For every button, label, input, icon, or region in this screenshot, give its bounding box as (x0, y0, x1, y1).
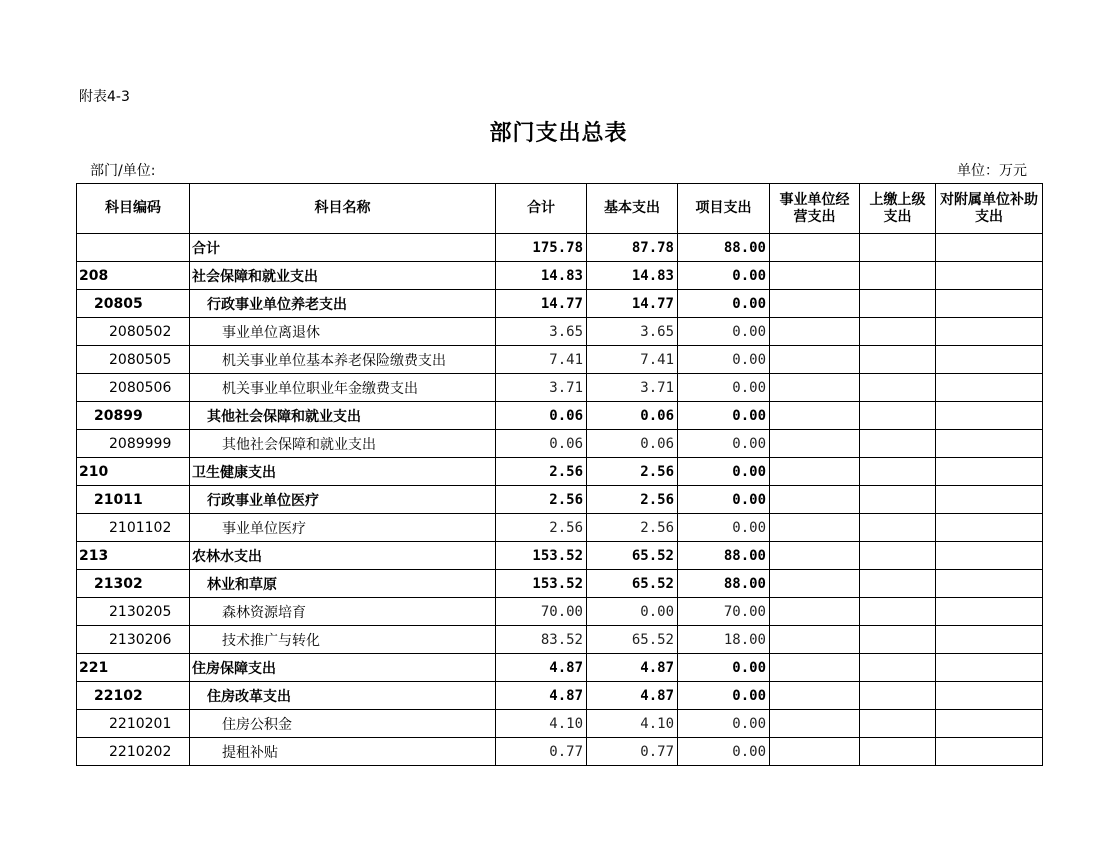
unit-label: 单位：万元 (957, 163, 1027, 179)
cell-total: 83.52 (496, 626, 587, 654)
cell-total: 14.77 (496, 290, 587, 318)
cell-code: 21302 (77, 570, 190, 598)
header-code: 科目编码 (77, 184, 190, 234)
cell-basic: 2.56 (587, 486, 678, 514)
cell-project: 88.00 (678, 234, 770, 262)
table-row (77, 570, 1043, 598)
cell-upper (860, 654, 936, 682)
cell-upper (860, 514, 936, 542)
cell-code: 2080506 (77, 374, 190, 402)
table-row (77, 598, 1043, 626)
cell-upper (860, 458, 936, 486)
cell-project: 0.00 (678, 318, 770, 346)
cell-basic: 2.56 (587, 514, 678, 542)
cell-subsidy (936, 654, 1043, 682)
cell-subsidy (936, 318, 1043, 346)
cell-basic: 4.87 (587, 654, 678, 682)
cell-project: 0.00 (678, 458, 770, 486)
cell-subsidy (936, 738, 1043, 766)
cell-basic: 3.65 (587, 318, 678, 346)
cell-total: 0.77 (496, 738, 587, 766)
cell-basic: 65.52 (587, 626, 678, 654)
cell-business (770, 738, 860, 766)
cell-basic: 0.06 (587, 430, 678, 458)
cell-project: 0.00 (678, 654, 770, 682)
cell-project: 0.00 (678, 682, 770, 710)
cell-code: 208 (77, 262, 190, 290)
cell-subsidy (936, 374, 1043, 402)
page-title: 部门支出总表 (489, 121, 628, 146)
table-row (77, 346, 1043, 374)
cell-subsidy (936, 262, 1043, 290)
cell-upper (860, 234, 936, 262)
cell-upper (860, 374, 936, 402)
table-row (77, 318, 1043, 346)
header-name: 科目名称 (190, 184, 496, 234)
cell-name: 技术推广与转化 (190, 626, 496, 654)
cell-project: 70.00 (678, 598, 770, 626)
cell-subsidy (936, 346, 1043, 374)
cell-basic: 65.52 (587, 542, 678, 570)
cell-basic: 7.41 (587, 346, 678, 374)
cell-business (770, 318, 860, 346)
cell-upper (860, 570, 936, 598)
cell-project: 88.00 (678, 542, 770, 570)
table-row (77, 486, 1043, 514)
cell-business (770, 710, 860, 738)
cell-subsidy (936, 570, 1043, 598)
table-row (77, 654, 1043, 682)
cell-code: 213 (77, 542, 190, 570)
cell-basic: 14.77 (587, 290, 678, 318)
header-business: 事业单位经营支出 (770, 184, 860, 234)
cell-project: 88.00 (678, 570, 770, 598)
cell-subsidy (936, 402, 1043, 430)
cell-business (770, 290, 860, 318)
cell-business (770, 262, 860, 290)
cell-total: 4.10 (496, 710, 587, 738)
cell-total: 4.87 (496, 654, 587, 682)
cell-name: 事业单位医疗 (190, 514, 496, 542)
cell-subsidy (936, 290, 1043, 318)
table-row (77, 290, 1043, 318)
cell-total: 7.41 (496, 346, 587, 374)
cell-name: 林业和草原 (190, 570, 496, 598)
cell-code: 22102 (77, 682, 190, 710)
cell-project: 0.00 (678, 346, 770, 374)
table-row (77, 458, 1043, 486)
cell-code (77, 234, 190, 262)
cell-basic: 4.10 (587, 710, 678, 738)
cell-name: 其他社会保障和就业支出 (190, 402, 496, 430)
cell-project: 0.00 (678, 374, 770, 402)
header-total: 合计 (496, 184, 587, 234)
cell-business (770, 402, 860, 430)
cell-name: 行政事业单位医疗 (190, 486, 496, 514)
cell-project: 0.00 (678, 486, 770, 514)
table-row (77, 374, 1043, 402)
cell-business (770, 514, 860, 542)
header-upper: 上缴上级支出 (860, 184, 936, 234)
table-row (77, 262, 1043, 290)
cell-upper (860, 542, 936, 570)
cell-basic: 87.78 (587, 234, 678, 262)
cell-business (770, 346, 860, 374)
cell-code: 2210202 (77, 738, 190, 766)
cell-subsidy (936, 234, 1043, 262)
cell-name: 事业单位离退休 (190, 318, 496, 346)
department-label: 部门/单位: (90, 163, 156, 179)
cell-subsidy (936, 514, 1043, 542)
table-row (77, 402, 1043, 430)
cell-code: 20805 (77, 290, 190, 318)
cell-business (770, 682, 860, 710)
cell-name: 住房保障支出 (190, 654, 496, 682)
header-subsidy: 对附属单位补助支出 (936, 184, 1043, 234)
cell-basic: 14.83 (587, 262, 678, 290)
cell-code: 2101102 (77, 514, 190, 542)
cell-subsidy (936, 710, 1043, 738)
cell-business (770, 486, 860, 514)
cell-total: 3.71 (496, 374, 587, 402)
cell-project: 0.00 (678, 430, 770, 458)
cell-name: 社会保障和就业支出 (190, 262, 496, 290)
cell-basic: 0.77 (587, 738, 678, 766)
cell-name: 森林资源培育 (190, 598, 496, 626)
cell-upper (860, 318, 936, 346)
cell-name: 机关事业单位职业年金缴费支出 (190, 374, 496, 402)
cell-code: 2089999 (77, 430, 190, 458)
cell-upper (860, 710, 936, 738)
table-body (77, 234, 1043, 766)
cell-total: 4.87 (496, 682, 587, 710)
cell-business (770, 430, 860, 458)
cell-project: 0.00 (678, 710, 770, 738)
cell-name: 行政事业单位养老支出 (190, 290, 496, 318)
cell-project: 0.00 (678, 514, 770, 542)
table-row (77, 738, 1043, 766)
cell-subsidy (936, 542, 1043, 570)
header-project: 项目支出 (678, 184, 770, 234)
table-row (77, 710, 1043, 738)
cell-project: 0.00 (678, 738, 770, 766)
cell-name: 机关事业单位基本养老保险缴费支出 (190, 346, 496, 374)
cell-total: 153.52 (496, 570, 587, 598)
expenditure-table (76, 183, 1043, 766)
cell-basic: 4.87 (587, 682, 678, 710)
cell-code: 221 (77, 654, 190, 682)
cell-basic: 2.56 (587, 458, 678, 486)
table-row (77, 542, 1043, 570)
cell-code: 2130206 (77, 626, 190, 654)
cell-name: 提租补贴 (190, 738, 496, 766)
cell-upper (860, 430, 936, 458)
cell-business (770, 542, 860, 570)
cell-name: 合计 (190, 234, 496, 262)
table-row (77, 234, 1043, 262)
table-header (77, 184, 1043, 234)
cell-total: 175.78 (496, 234, 587, 262)
cell-project: 0.00 (678, 290, 770, 318)
cell-name: 卫生健康支出 (190, 458, 496, 486)
cell-code: 2210201 (77, 710, 190, 738)
cell-name: 农林水支出 (190, 542, 496, 570)
cell-total: 14.83 (496, 262, 587, 290)
cell-upper (860, 290, 936, 318)
cell-subsidy (936, 626, 1043, 654)
cell-upper (860, 598, 936, 626)
cell-code: 2080505 (77, 346, 190, 374)
cell-total: 0.06 (496, 430, 587, 458)
cell-subsidy (936, 430, 1043, 458)
cell-code: 20899 (77, 402, 190, 430)
cell-code: 2130205 (77, 598, 190, 626)
cell-basic: 3.71 (587, 374, 678, 402)
cell-code: 2080502 (77, 318, 190, 346)
cell-upper (860, 486, 936, 514)
cell-project: 0.00 (678, 402, 770, 430)
cell-basic: 0.06 (587, 402, 678, 430)
cell-name: 其他社会保障和就业支出 (190, 430, 496, 458)
cell-project: 18.00 (678, 626, 770, 654)
cell-basic: 65.52 (587, 570, 678, 598)
cell-total: 3.65 (496, 318, 587, 346)
cell-total: 70.00 (496, 598, 587, 626)
cell-code: 21011 (77, 486, 190, 514)
cell-business (770, 458, 860, 486)
cell-total: 2.56 (496, 514, 587, 542)
table-row (77, 514, 1043, 542)
cell-business (770, 654, 860, 682)
cell-business (770, 570, 860, 598)
cell-upper (860, 262, 936, 290)
appendix-label: 附表4-3 (79, 89, 130, 105)
header-basic: 基本支出 (587, 184, 678, 234)
table-row (77, 430, 1043, 458)
cell-subsidy (936, 458, 1043, 486)
cell-total: 153.52 (496, 542, 587, 570)
cell-project: 0.00 (678, 262, 770, 290)
cell-business (770, 626, 860, 654)
cell-business (770, 374, 860, 402)
cell-name: 住房公积金 (190, 710, 496, 738)
cell-total: 2.56 (496, 486, 587, 514)
cell-upper (860, 346, 936, 374)
cell-subsidy (936, 598, 1043, 626)
cell-total: 0.06 (496, 402, 587, 430)
cell-business (770, 598, 860, 626)
table-row (77, 682, 1043, 710)
table-row (77, 626, 1043, 654)
cell-upper (860, 626, 936, 654)
cell-upper (860, 682, 936, 710)
cell-business (770, 234, 860, 262)
cell-total: 2.56 (496, 458, 587, 486)
cell-upper (860, 402, 936, 430)
cell-basic: 0.00 (587, 598, 678, 626)
cell-upper (860, 738, 936, 766)
cell-name: 住房改革支出 (190, 682, 496, 710)
cell-code: 210 (77, 458, 190, 486)
cell-subsidy (936, 486, 1043, 514)
cell-subsidy (936, 682, 1043, 710)
